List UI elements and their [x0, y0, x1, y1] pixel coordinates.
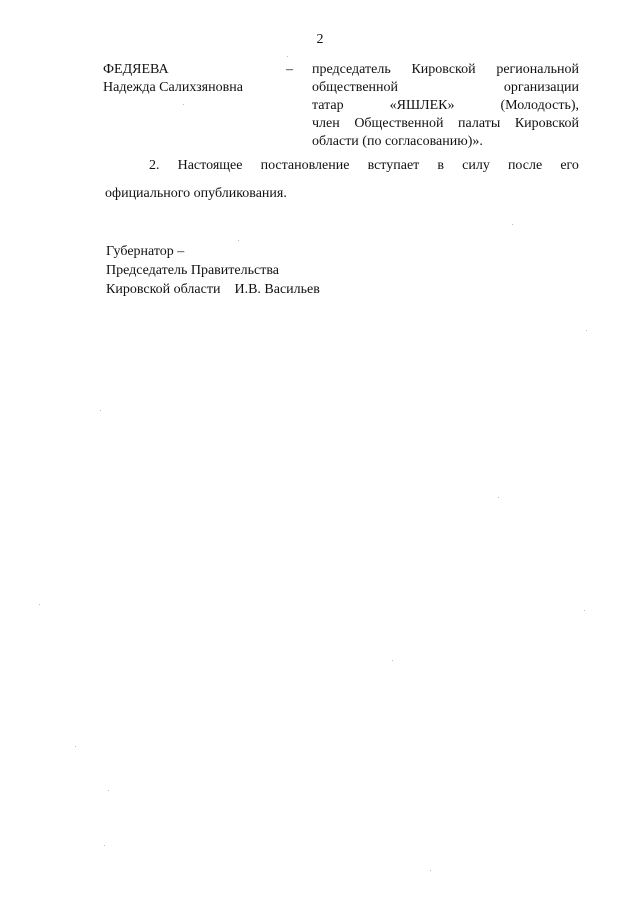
- role-word: Кировской: [411, 62, 476, 77]
- clause-word: его: [560, 158, 579, 173]
- role-word: Общественной: [354, 116, 444, 131]
- role-word: «ЯШЛЕК»: [389, 98, 455, 113]
- role-line-4: [312, 115, 579, 133]
- clause-word: постановление: [260, 158, 350, 173]
- scan-speck: [183, 104, 184, 105]
- scan-speck: [104, 845, 105, 846]
- clause-word: силу: [462, 158, 490, 173]
- scan-speck: [392, 660, 393, 661]
- clause-word: 2.: [149, 158, 160, 173]
- scan-speck: [39, 604, 40, 605]
- clause-word: Настоящее: [177, 158, 243, 173]
- scan-speck: [586, 330, 587, 331]
- role-line-5: [312, 133, 579, 151]
- role-word: член: [312, 116, 340, 131]
- member-given-names: Надежда Салихзяновна: [103, 80, 243, 95]
- clause-line-2: официального опубликования.: [105, 186, 287, 201]
- scan-speck: [75, 746, 76, 747]
- signature-position: Председатель Правительства: [106, 263, 279, 278]
- signature-name: Кировской области И.В. Васильев: [106, 282, 320, 297]
- member-name: [103, 61, 283, 97]
- clause-word: в: [437, 158, 445, 173]
- member-surname: ФЕДЯЕВА: [103, 62, 169, 77]
- scan-speck: [238, 240, 239, 241]
- member-role: [312, 61, 579, 151]
- page-number: 2: [316, 32, 324, 47]
- signature-block: [106, 243, 406, 300]
- clause-word: вступает: [367, 158, 420, 173]
- scan-speck: [498, 497, 499, 498]
- role-line-1: [312, 61, 579, 79]
- role-word: Кировской: [514, 116, 579, 131]
- effective-clause: [105, 157, 579, 203]
- scan-speck: [287, 56, 288, 57]
- role-word: палаты: [458, 116, 501, 131]
- scan-speck: [108, 790, 109, 791]
- scan-speck: [584, 610, 585, 611]
- role-word: (Молодость),: [500, 98, 579, 113]
- role-line-2: [312, 79, 579, 97]
- member-dash: –: [286, 62, 293, 77]
- scan-speck: [512, 224, 513, 225]
- member-entry: [103, 61, 579, 151]
- role-word: татар: [312, 98, 344, 113]
- scan-speck: [100, 410, 101, 411]
- role-word: области (по согласованию)».: [312, 134, 483, 149]
- role-word: региональной: [496, 62, 579, 77]
- scan-speck: [430, 870, 431, 871]
- role-line-3: [312, 97, 579, 115]
- role-word: организации: [503, 80, 579, 95]
- signature-title: Губернатор –: [106, 244, 185, 259]
- role-word: общественной: [312, 80, 399, 95]
- clause-line-1: [105, 157, 579, 175]
- role-word: председатель: [312, 62, 391, 77]
- clause-word: после: [507, 158, 543, 173]
